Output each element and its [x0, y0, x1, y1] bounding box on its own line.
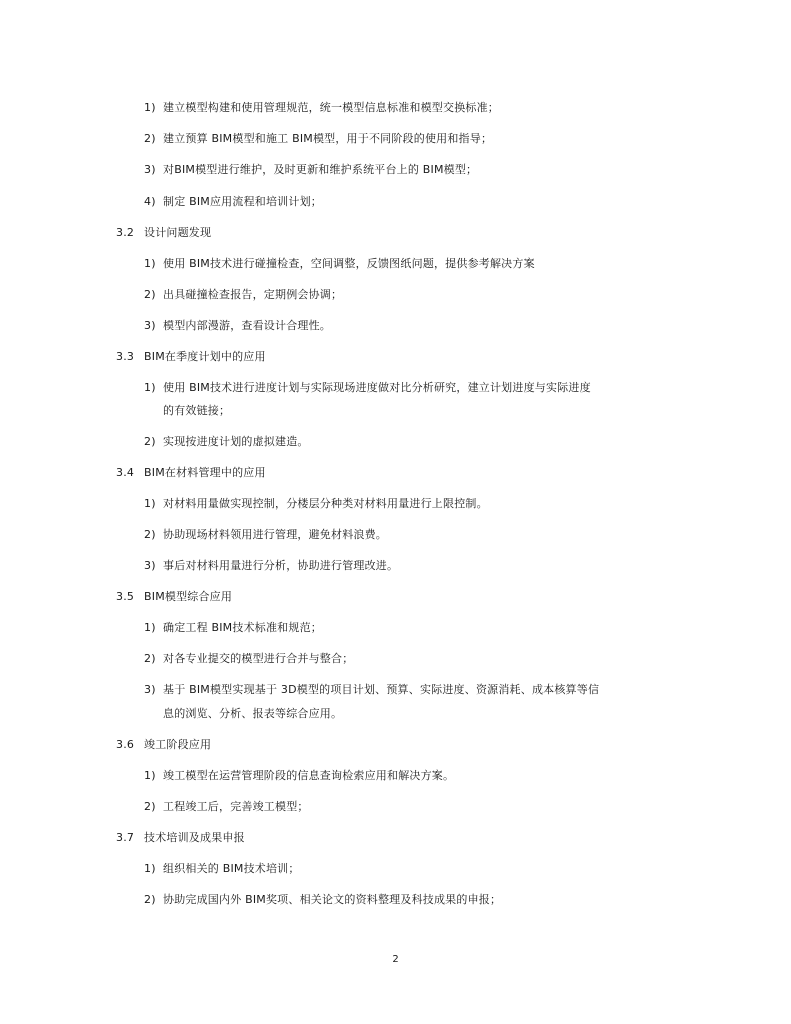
list-text: 建立模型构建和使用管理规范，统一模型信息标准和模型交换标准； [163, 101, 499, 114]
list-number: 2) [144, 800, 156, 813]
list-number: 1) [144, 769, 156, 782]
list-item [144, 652, 353, 666]
list-number: 1) [144, 101, 156, 114]
list-item [144, 101, 499, 115]
list-item [144, 497, 488, 511]
list-number: 4) [144, 195, 156, 208]
section-title: 竣工阶段应用 [144, 738, 212, 751]
list-number: 2) [144, 528, 156, 541]
list-text: 竣工模型在运营管理阶段的信息查询检索应用和解决方案。 [163, 769, 455, 782]
list-item [144, 621, 322, 635]
list-number: 3) [144, 559, 156, 572]
list-text: 对各专业提交的模型进行合并与整合； [163, 652, 354, 665]
section-heading [116, 738, 211, 752]
section-number: 3.5 [116, 590, 135, 603]
list-text: 对材料用量做实现控制，分楼层分种类对材料用量进行上限控制。 [163, 497, 488, 510]
list-number: 2) [144, 288, 156, 301]
list-item [144, 862, 300, 876]
section-title: BIM在季度计划中的应用 [144, 350, 266, 363]
section-number: 3.7 [116, 831, 135, 844]
list-item [144, 288, 342, 302]
list-text: 实现按进度计划的虚拟建造。 [163, 435, 309, 448]
list-item [144, 683, 599, 697]
list-number: 2) [144, 893, 156, 906]
section-number: 3.3 [116, 350, 135, 363]
list-number: 3) [144, 319, 156, 332]
list-item [144, 559, 398, 573]
section-heading [116, 350, 266, 364]
list-number: 1) [144, 381, 156, 394]
list-item [144, 528, 387, 542]
list-text: 模型内部漫游，查看设计合理性。 [163, 319, 331, 332]
list-text: 组织相关的 BIM技术培训； [163, 862, 300, 875]
list-item [144, 800, 309, 814]
list-item [144, 257, 535, 271]
list-text: 基于 BIM模型实现基于 3D模型的项目计划、预算、实际进度、资源消耗、成本核算等信 [163, 683, 600, 696]
page-number: 2 [392, 954, 399, 965]
section-title: BIM模型综合应用 [144, 590, 233, 603]
list-number: 1) [144, 621, 156, 634]
list-number: 1) [144, 862, 156, 875]
list-text: 建立预算 BIM模型和施工 BIM模型，用于不同阶段的使用和指导； [163, 132, 493, 145]
list-text: 工程竣工后，完善竣工模型； [163, 800, 309, 813]
list-item [144, 319, 331, 333]
list-text: 使用 BIM技术进行进度计划与实际现场进度做对比分析研究，建立计划进度与实际进度 [163, 381, 591, 394]
list-text: 息的浏览、分析、报表等综合应用。 [163, 707, 343, 720]
list-text: 制定 BIM应用流程和培训计划； [163, 195, 322, 208]
list-item [144, 435, 309, 449]
list-number: 3) [144, 163, 156, 176]
list-text: 协助完成国内外 BIM奖项、相关论文的资料整理及科技成果的申报； [163, 893, 502, 906]
list-number: 2) [144, 132, 156, 145]
list-number: 2) [144, 652, 156, 665]
section-heading [116, 831, 245, 845]
list-item-continuation [163, 707, 342, 721]
list-number: 1) [144, 497, 156, 510]
list-text: 确定工程 BIM技术标准和规范； [163, 621, 322, 634]
list-text: 出具碰撞检查报告，定期例会协调； [163, 288, 343, 301]
list-item [144, 163, 477, 177]
section-title: 技术培训及成果申报 [144, 831, 245, 844]
section-heading [116, 226, 211, 240]
list-item [144, 132, 492, 146]
list-text: 协助现场材料领用进行管理，避免材料浪费。 [163, 528, 387, 541]
section-heading [116, 466, 266, 480]
section-title: 设计问题发现 [144, 226, 212, 239]
list-text: 事后对材料用量进行分析，协助进行管理改进。 [163, 559, 399, 572]
list-item [144, 769, 454, 783]
section-number: 3.2 [116, 226, 135, 239]
list-text: 使用 BIM技术进行碰撞检查，空间调整，反馈图纸问题，提供参考解决方案 [163, 257, 535, 270]
section-number: 3.6 [116, 738, 135, 751]
section-number: 3.4 [116, 466, 135, 479]
list-item [144, 195, 322, 209]
list-number: 3) [144, 683, 156, 696]
list-text: 对BIM模型进行维护，及时更新和维护系统平台上的 BIM模型； [163, 163, 478, 176]
section-heading [116, 590, 232, 604]
list-text: 的有效链接； [163, 404, 231, 417]
section-title: BIM在材料管理中的应用 [144, 466, 266, 479]
list-item [144, 381, 591, 395]
list-item-continuation [163, 404, 230, 418]
list-item [144, 893, 501, 907]
list-number: 1) [144, 257, 156, 270]
list-number: 2) [144, 435, 156, 448]
